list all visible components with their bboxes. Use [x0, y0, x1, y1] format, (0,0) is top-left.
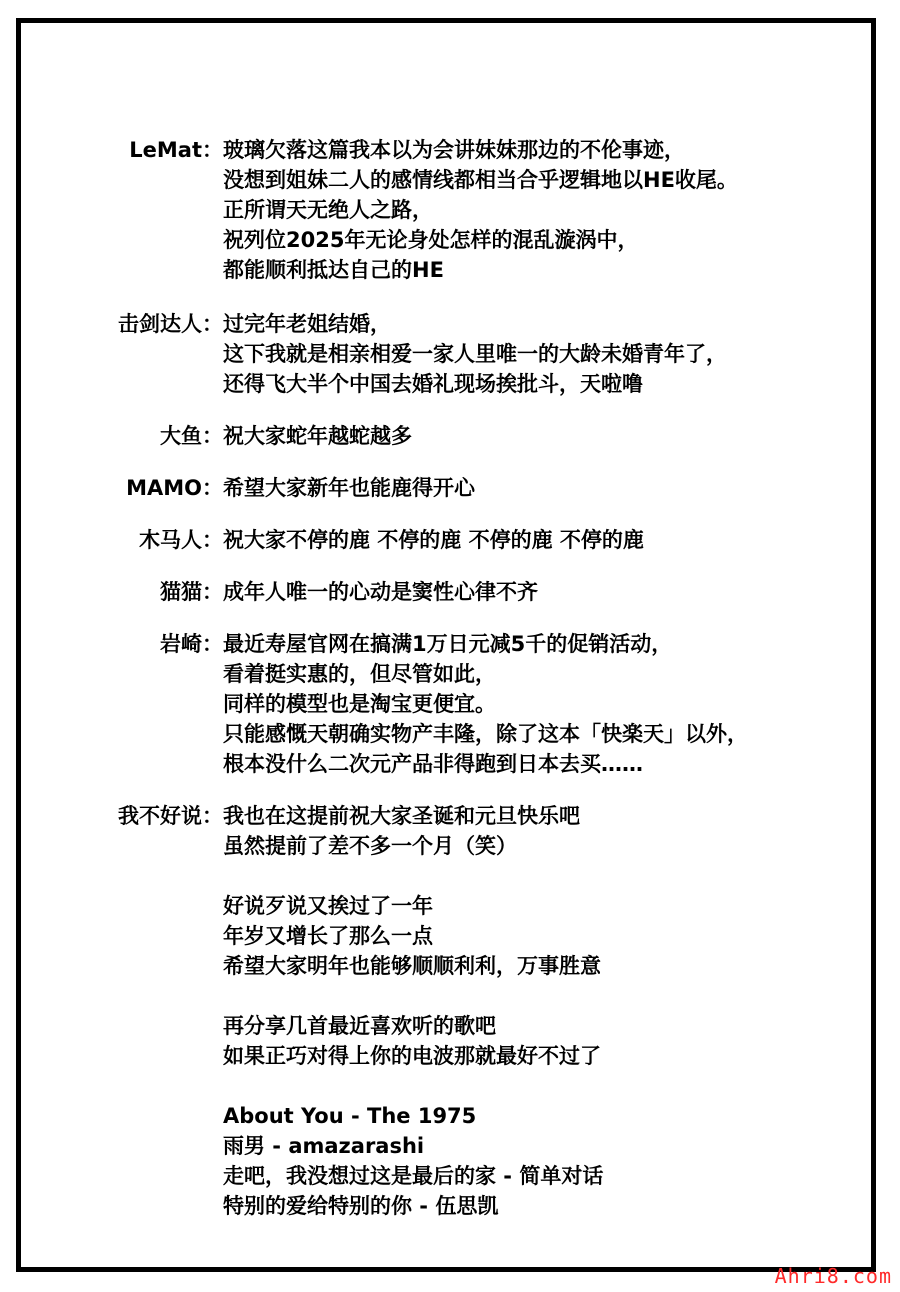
comment-text	[223, 135, 863, 285]
page-frame	[16, 18, 876, 1272]
text-line: 这下我就是相亲相爱一家人里唯一的大龄未婚青年了，	[223, 342, 727, 366]
song-line: 雨男 - amazarashi	[223, 1134, 425, 1158]
comment-entry-dayu	[21, 421, 881, 451]
text-line: 看着挺实惠的，但尽管如此，	[223, 662, 496, 686]
speaker-name: 我不好说：	[118, 804, 223, 828]
comment-entry-mamo	[21, 473, 881, 503]
speaker-name: LeMat：	[129, 138, 223, 162]
text-line: 如果正巧对得上你的电波那就最好不过了	[223, 1044, 601, 1068]
speaker-name: 大鱼：	[160, 424, 223, 448]
comment-text	[223, 525, 863, 555]
comment-entry-mumaren	[21, 525, 881, 555]
comment-text	[223, 801, 863, 1221]
text-line: 只能感慨天朝确实物产丰隆，除了这本「快楽天」以外，	[223, 722, 748, 746]
comment-text	[223, 421, 863, 451]
text-line: 过完年老姐结婚，	[223, 312, 391, 336]
comment-text	[223, 629, 863, 779]
speaker-name: 猫猫：	[160, 580, 223, 604]
comment-entry-yanqi	[21, 629, 881, 779]
speaker-name: 岩崎：	[160, 632, 223, 656]
comment-text	[223, 473, 863, 503]
text-line: 同样的模型也是淘宝更便宜。	[223, 692, 496, 716]
text-line: 祝大家不停的鹿 不停的鹿 不停的鹿 不停的鹿	[223, 528, 644, 552]
text-line: 还得飞大半个中国去婚礼现场挨批斗，天啦噜	[223, 372, 643, 396]
speaker-name: 击剑达人：	[118, 312, 223, 336]
blank-line	[223, 1071, 863, 1101]
text-line: 祝大家蛇年越蛇越多	[223, 424, 412, 448]
text-line: 好说歹说又挨过了一年	[223, 894, 433, 918]
text-line: 没想到姐妹二人的感情线都相当合乎逻辑地以HE收尾。	[223, 168, 738, 192]
song-line: 特别的爱给特别的你 - 伍思凯	[223, 1194, 499, 1218]
speaker-name: 木马人：	[139, 528, 223, 552]
text-line: 成年人唯一的心动是窦性心律不齐	[223, 580, 538, 604]
text-line: 正所谓天无绝人之路，	[223, 198, 433, 222]
text-line: 祝列位2025年无论身处怎样的混乱漩涡中，	[223, 228, 639, 252]
text-line: 虽然提前了差不多一个月（笑）	[223, 834, 517, 858]
song-line: About You - The 1975	[223, 1104, 477, 1128]
comment-entry-lemat	[21, 135, 881, 285]
site-watermark: Ahri8.com	[774, 1264, 892, 1288]
comment-text	[223, 309, 863, 399]
comment-entry-jijian	[21, 309, 881, 399]
text-line: 都能顺利抵达自己的HE	[223, 258, 444, 282]
text-line: 根本没什么二次元产品非得跑到日本去买……	[223, 752, 643, 776]
speaker-name: MAMO：	[126, 476, 223, 500]
blank-line	[223, 861, 863, 891]
comment-text	[223, 577, 863, 607]
text-line: 玻璃欠落这篇我本以为会讲妹妹那边的不伦事迹，	[223, 138, 685, 162]
song-line: 走吧，我没想过这是最后的家 - 简单对话	[223, 1164, 604, 1188]
text-line: 希望大家新年也能鹿得开心	[223, 476, 475, 500]
text-line: 最近寿屋官网在搞满1万日元减5千的促销活动，	[223, 632, 673, 656]
blank-line	[223, 981, 863, 1011]
text-line: 希望大家明年也能够顺顺利利，万事胜意	[223, 954, 601, 978]
comment-entry-maomao	[21, 577, 881, 607]
text-line: 我也在这提前祝大家圣诞和元旦快乐吧	[223, 804, 580, 828]
text-line: 年岁又增长了那么一点	[223, 924, 433, 948]
text-line: 再分享几首最近喜欢听的歌吧	[223, 1014, 496, 1038]
comment-entry-wobuhaoshuo	[21, 801, 881, 1221]
comment-list	[21, 135, 881, 1244]
